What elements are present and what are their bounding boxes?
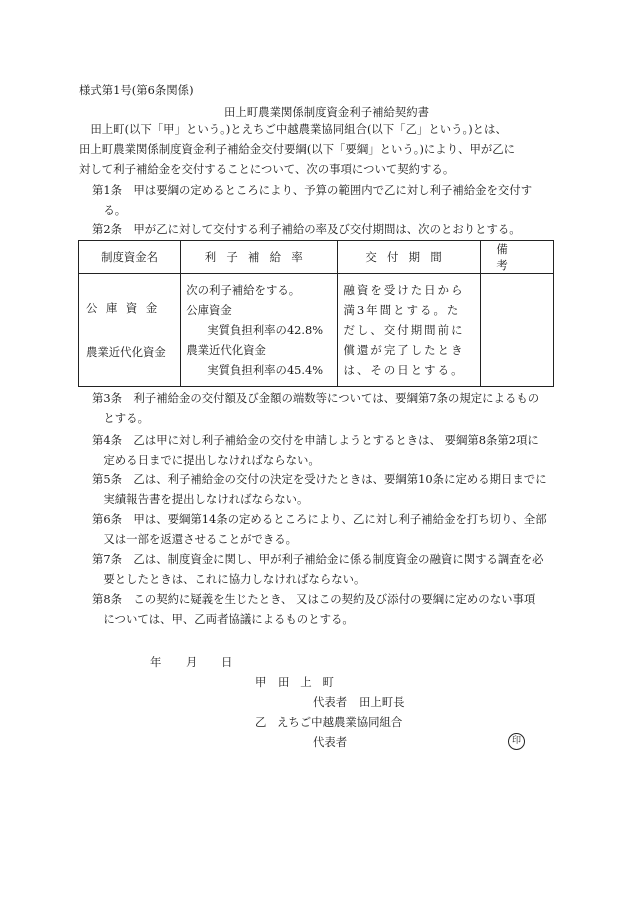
article-6-line-2: 又は一部を返還させることができる。	[103, 532, 298, 546]
header-remarks-text: 備考	[496, 242, 538, 272]
period-line-3: だし、交付期間前に	[343, 323, 465, 337]
article-4-line-2: 定める日までに提出しなければならない。	[103, 453, 320, 467]
party-b-label: 乙	[255, 715, 267, 729]
intro-line-1: 田上町(以下「甲」という。)とえちご中越農業協同組合(以下「乙」という。)とは、	[90, 122, 507, 136]
article-7-line-1: 第7条 乙は、制度資金に関し、甲が利子補給金に係る制度資金の融資に関する調査を必	[92, 552, 544, 566]
intro-line-3: 対して利子補給金を交付することについて、次の事項について契約する。	[79, 162, 455, 176]
article-2-line-1: 第2条 甲が乙に対して交付する利子補給の率及び交付期間は、次のとおりとする。	[92, 222, 521, 236]
cell-subsidy-rates	[181, 274, 337, 387]
period-line-1: 融資を受けた日から	[343, 283, 465, 297]
cell-delivery-period	[337, 274, 480, 387]
header-delivery-period: 交付期間	[337, 241, 480, 274]
rate-line-2: 公庫資金	[186, 303, 232, 317]
article-7-line-2: 要としたときは、これに協力しなければならない。	[103, 572, 366, 586]
party-b-name: えちご中越農業協同組合	[277, 715, 403, 729]
article-8-line-2: については、甲、乙両者協議によるものとする。	[103, 612, 354, 626]
subsidy-table	[78, 240, 554, 387]
party-a-rep-label: 代表者	[313, 695, 348, 709]
rate-line-3: 実質負担利率の42.8%	[207, 323, 324, 337]
period-line-5: は、その日とする。	[343, 363, 465, 377]
article-5-line-1: 第5条 乙は、利子補給金の交付の決定を受けたときは、要綱第10条に定める期日までに	[92, 472, 547, 486]
date-year: 年	[150, 655, 162, 669]
table-header-row	[79, 241, 554, 274]
article-1-line-2: る。	[103, 203, 127, 217]
party-a-name: 田上町	[278, 675, 345, 689]
article-3-line-1: 第3条 利子補給金の交付額及び金額の端数等については、要綱第7条の規定によるもの	[92, 391, 540, 405]
article-8	[92, 589, 547, 629]
intro-paragraph	[79, 119, 549, 179]
article-3-line-2: とする。	[103, 411, 149, 425]
date-day: 日	[221, 655, 233, 669]
intro-line-2: 田上町農業関係制度資金利子補給金交付要綱(以下「要綱」という。)により、甲が乙に	[79, 142, 516, 156]
seal-icon: 印	[508, 733, 525, 750]
article-2	[92, 219, 547, 239]
article-8-line-1: 第8条 この契約に疑義を生じたとき、 又はこの契約及び添付の要綱に定めのない事項	[92, 592, 536, 606]
header-remarks	[480, 241, 553, 274]
header-fund-name: 制度資金名	[79, 241, 181, 274]
party-b-rep-label: 代表者	[313, 735, 348, 749]
header-subsidy-rate: 利子補給率	[181, 241, 337, 274]
party-a-rep-name: 田上町長	[359, 695, 405, 709]
article-6	[92, 509, 547, 549]
table-body-row	[79, 274, 554, 387]
period-line-4: 償還が完了したとき	[343, 343, 465, 357]
form-label: 様式第1号(第6条関係)	[79, 83, 194, 97]
cell-remarks	[480, 274, 553, 387]
fund-name-kindaika: 農業近代化資金	[86, 345, 166, 359]
article-4	[92, 430, 547, 470]
article-5	[92, 469, 547, 509]
article-5-line-2: 実績報告書を提出しなければならない。	[103, 492, 309, 506]
article-3	[92, 388, 547, 428]
article-6-line-1: 第6条 甲は、要綱第14条の定めるところにより、乙に対し利子補給金を打ち切り、全部	[92, 512, 547, 526]
rate-line-4: 農業近代化資金	[186, 343, 266, 357]
rate-line-5: 実質負担利率の45.4%	[207, 363, 324, 377]
period-line-2: 満3年間とする。た	[343, 303, 461, 317]
document-title: 田上町農業関係制度資金利子補給契約書	[224, 105, 430, 119]
article-7	[92, 549, 547, 589]
rate-line-1: 次の利子補給をする。	[186, 283, 301, 297]
fund-name-koko: 公庫資金	[86, 301, 166, 315]
date-month: 月	[186, 655, 198, 669]
article-4-line-1: 第4条 乙は甲に対し利子補給金の交付を申請しようとするときは、 要綱第8条第2項に	[92, 433, 539, 447]
article-1-line-1: 第1条 甲は要綱の定めるところにより、予算の範囲内で乙に対し利子補給金を交付す	[92, 183, 533, 197]
article-1	[92, 180, 547, 220]
party-a-label: 甲	[255, 675, 267, 689]
cell-fund-names	[79, 274, 181, 387]
